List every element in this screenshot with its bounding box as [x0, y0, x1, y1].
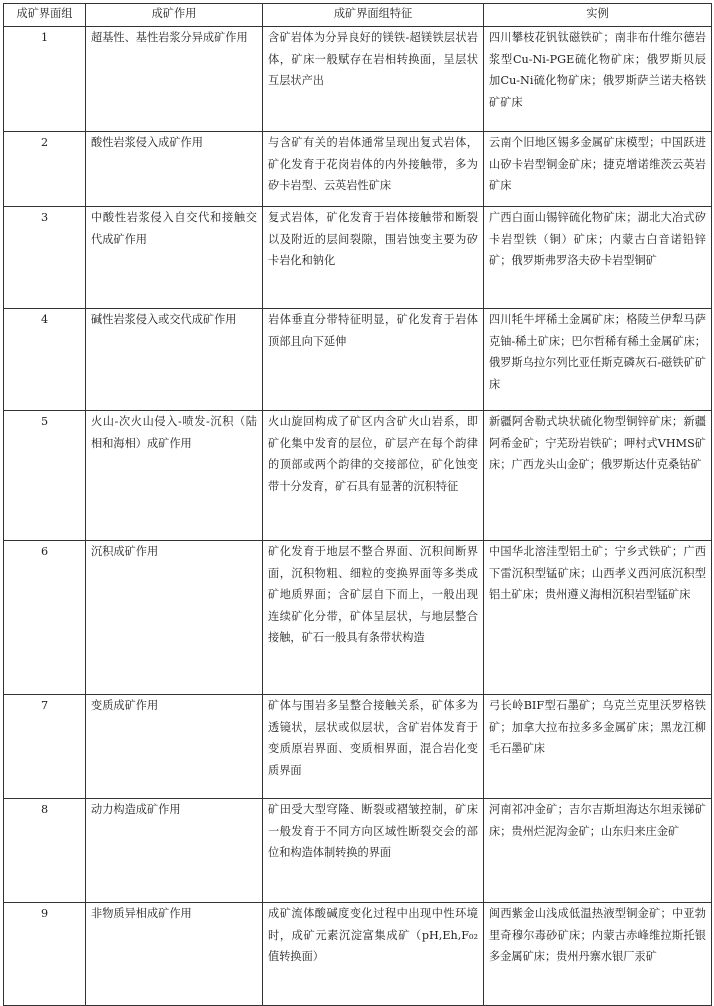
- row-features: 含矿岩体为分异良好的镁铁-超镁铁层状岩体，矿床一般赋存在岩相转换面，呈层状互层状产出: [263, 27, 484, 132]
- page: [3, 3, 712, 1006]
- table-row: [4, 903, 712, 1006]
- row-id: 2: [4, 132, 86, 207]
- row-process: 非物质异相成矿作用: [86, 903, 263, 1006]
- header-process: 成矿作用: [86, 4, 263, 27]
- row-process: 超基性、基性岩浆分异成矿作用: [86, 27, 263, 132]
- row-examples: 云南个旧地区锡多金属矿床模型；中国跃进山矽卡岩型铜金矿床；捷克增诺维茨云英岩矿床: [484, 132, 712, 207]
- row-process: 火山-次火山侵入-喷发-沉积（陆相和海相）成矿作用: [86, 411, 263, 541]
- row-features: 矿体与围岩多呈整合接触关系，矿体多为透镜状，层状或似层状，含矿岩体发育于变质原岩界面、变质相界面，混合岩化变质界面: [263, 695, 484, 799]
- row-id: 9: [4, 903, 86, 1006]
- row-features: 矿田受大型穹隆、断裂或褶皱控制，矿床一般发育于不同方向区域性断裂交会的部位和构造体制转换的界面: [263, 799, 484, 903]
- row-process: 碱性岩浆侵入或交代成矿作用: [86, 309, 263, 411]
- row-examples: 河南祁冲金矿；吉尔吉斯坦海达尔坦汞锑矿床；贵州烂泥沟金矿；山东归来庄金矿: [484, 799, 712, 903]
- row-id: 1: [4, 27, 86, 132]
- header-interface-group: 成矿界面组: [4, 4, 86, 27]
- table-row: [4, 207, 712, 309]
- row-id: 3: [4, 207, 86, 309]
- row-process: 沉积成矿作用: [86, 541, 263, 695]
- table-row: [4, 309, 712, 411]
- row-features: 火山旋回构成了矿区内含矿火山岩系，即矿化集中发育的层位，矿层产在每个韵律的顶部或两个韵律的交接部位，矿化蚀变带十分发育，矿石具有显著的沉积特征: [263, 411, 484, 541]
- header-features: 成矿界面组特征: [263, 4, 484, 27]
- row-process: 中酸性岩浆侵入自交代和接触交代成矿作用: [86, 207, 263, 309]
- row-id: 8: [4, 799, 86, 903]
- row-id: 5: [4, 411, 86, 541]
- row-examples: 四川攀枝花钒钛磁铁矿；南非布什维尔德岩浆型Cu-Ni-PGE硫化物矿床；俄罗斯贝辰加Cu-Ni硫化物矿床；俄罗斯萨兰诺夫格铁矿矿床: [484, 27, 712, 132]
- row-features: 复式岩体，矿化发育于岩体接触带和断裂以及附近的层间裂隙，围岩蚀变主要为矽卡岩化和钠化: [263, 207, 484, 309]
- row-features: 与含矿有关的岩体通常呈现出复式岩体，矿化发育于花岗岩体的内外接触带，多为矽卡岩型、云英岩性矿床: [263, 132, 484, 207]
- row-features: 矿化发育于地层不整合界面、沉积间断界面，沉积物粗、细粒的变换界面等多类成矿地质界面；含矿层自下而上，一般出现连续矿化分带，矿体呈层状，与地层整合接触，矿石一般具有条带状构造: [263, 541, 484, 695]
- table-row: [4, 132, 712, 207]
- row-examples: 四川牦牛坪稀土金属矿床；格陵兰伊犁马萨克铀-稀土矿床；巴尔哲稀有稀土金属矿床；俄罗斯乌拉尔列比亚任斯克磷灰石-磁铁矿矿床: [484, 309, 712, 411]
- row-process: 动力构造成矿作用: [86, 799, 263, 903]
- row-examples: 闽西紫金山浅成低温热液型铜金矿；中亚勃里奇穆尔毒砂矿床；内蒙古赤峰维拉斯托银多金属矿床；贵州丹寨水银厂汞矿: [484, 903, 712, 1006]
- row-examples: 新疆阿舍勒式块状硫化物型铜锌矿床；新疆阿希金矿；宁芜玢岩铁矿；呷村式VHMS矿床；广西龙头山金矿；俄罗斯达什克桑钴矿: [484, 411, 712, 541]
- table-row: [4, 799, 712, 903]
- row-examples: 弓长岭BIF型石墨矿；乌克兰克里沃罗格铁矿；加拿大拉布拉多多金属矿床；黑龙江柳毛石墨矿床: [484, 695, 712, 799]
- header-examples: 实例: [484, 4, 712, 27]
- table-row: [4, 541, 712, 695]
- row-examples: 中国华北溶洼型铝土矿；宁乡式铁矿；广西下雷沉积型锰矿床；山西孝义西河底沉积型铝土矿床；贵州遵义海相沉积岩型锰矿床: [484, 541, 712, 695]
- row-id: 7: [4, 695, 86, 799]
- row-id: 6: [4, 541, 86, 695]
- table-row: [4, 27, 712, 132]
- row-examples: 广西白面山锡锌硫化物矿床；湖北大冶式矽卡岩型铁（铜）矿床；内蒙古白音诺铅锌矿；俄罗斯弗罗洛夫矽卡岩型铜矿: [484, 207, 712, 309]
- row-features: 岩体垂直分带特征明显，矿化发育于岩体顶部且向下延伸: [263, 309, 484, 411]
- row-features: 成矿流体酸碱度变化过程中出现中性环境时，成矿元素沉淀富集成矿（pH,Eh,F₀₂值转换面）: [263, 903, 484, 1006]
- row-process: 变质成矿作用: [86, 695, 263, 799]
- header-row: [4, 4, 712, 27]
- row-process: 酸性岩浆侵入成矿作用: [86, 132, 263, 207]
- table-row: [4, 695, 712, 799]
- ore-interface-table: [3, 3, 712, 1006]
- table-row: [4, 411, 712, 541]
- row-id: 4: [4, 309, 86, 411]
